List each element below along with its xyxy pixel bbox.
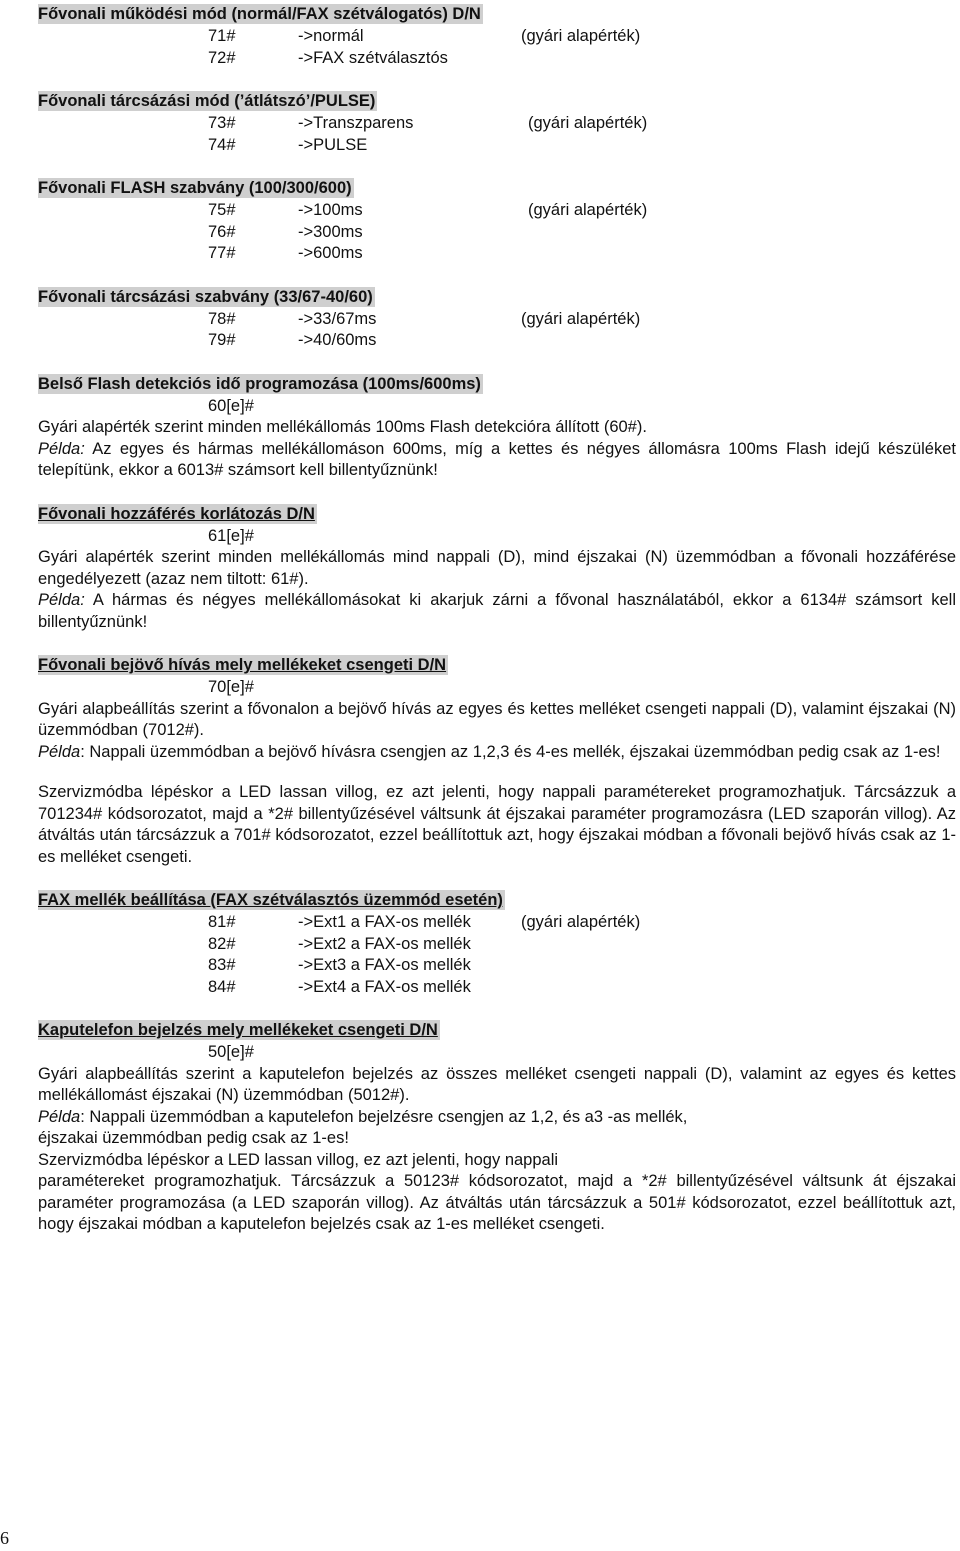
section-dial-mode (38, 91, 956, 156)
option-row (38, 912, 956, 934)
default-text: Gyári alapbeállítás szerint a kaputelefon bejelzés az összes melléket csengeti nappali (D), valamint az egyes és kettes mellékállomást éjszakai (N) üzemmódban (5012#). (38, 1064, 956, 1104)
example-paragraph (38, 1107, 956, 1129)
section-flash (38, 178, 956, 265)
section-access-restriction (38, 504, 956, 634)
option-desc: ->Ext2 a FAX-os mellék (298, 934, 471, 953)
example-text: : Nappali üzemmódban a bejövő hívásra csengjen az 1,2,3 és 4-es mellék, éjszakai üzemmódban pedig csak az 1-es! (80, 742, 941, 761)
section-dial-standard (38, 287, 956, 352)
section-heading: Fővonali hozzáférés korlátozás D/N (38, 504, 315, 523)
program-code: 50[e]# (208, 1043, 254, 1061)
option-note: (gyári alapérték) (521, 309, 641, 328)
option-code: 81# (208, 913, 236, 931)
section-heading: Kaputelefon bejelzés mely mellékeket csengeti D/N (38, 1021, 438, 1039)
section-internal-flash (38, 374, 956, 482)
document-page (38, 4, 956, 1258)
option-code: 78# (208, 309, 236, 328)
section-mode (38, 4, 956, 69)
default-text: Gyári alapbeállítás szerint a fővonalon a bejövő hívás az egyes és kettes melléket csengeti nappali (D), valamint éjszakai (N) üzemmódban (7012#). (38, 699, 956, 739)
section-heading: Belső Flash detekciós idő programozása (100ms/600ms) (38, 374, 481, 393)
page-number: 6 (0, 1528, 9, 1548)
service-text-line: Szervizmódba lépéskor a LED lassan villog, ez azt jelenti, hogy nappali (38, 1150, 559, 1169)
option-code: 71# (208, 27, 236, 45)
option-code: 75# (208, 201, 236, 219)
option-row (38, 977, 956, 999)
option-row (38, 135, 956, 157)
option-note: (gyári alapérték) (521, 913, 641, 931)
example-label: Példa (38, 742, 81, 761)
program-code: 70[e]# (208, 678, 254, 696)
option-desc: ->300ms (298, 222, 363, 241)
option-code: 72# (208, 48, 236, 67)
section-heading: Fővonali működési mód (normál/FAX szétválogatós) D/N (38, 5, 481, 23)
example-paragraph (38, 742, 956, 764)
example-text: Az egyes és hármas mellékállomáson 600ms, míg a kettes és négyes állomásra 100ms Flash idejű készüléket telepítünk, ekkor a 6013# számsort kell billentyűznünk! (38, 439, 956, 479)
section-fax-extension (38, 890, 956, 998)
default-text: Gyári alapérték szerint minden mellékállomás 100ms Flash detekcióra állított (60#). (38, 418, 647, 436)
option-desc: ->600ms (298, 244, 363, 262)
option-code: 77# (208, 244, 236, 262)
example-text: A hármas és négyes mellékállomásokat ki akarjuk zárni a fővonal használatából, ekkor a 6134# számsort kell billentyűznünk! (38, 591, 956, 631)
option-row (38, 48, 956, 70)
example-text: : Nappali üzemmódban a kaputelefon bejelzésre csengjen az 1,2, és a3 -as mellék, (80, 1107, 688, 1126)
option-row (38, 243, 956, 265)
option-desc: ->Transzparens (298, 114, 414, 132)
option-row (38, 222, 956, 244)
section-doorphone (38, 1020, 956, 1236)
option-note: (gyári alapérték) (528, 201, 648, 219)
option-row (38, 955, 956, 977)
example-paragraph (38, 590, 956, 633)
option-desc: ->33/67ms (298, 309, 377, 328)
example-label: Példa (38, 1107, 81, 1126)
option-code: 84# (208, 977, 236, 996)
option-desc: ->40/60ms (298, 331, 377, 349)
example-paragraph (38, 439, 956, 482)
option-code: 82# (208, 934, 236, 953)
option-desc: ->Ext3 a FAX-os mellék (298, 956, 471, 974)
option-note: (gyári alapérték) (521, 27, 641, 45)
example-label: Példa: (38, 439, 85, 458)
option-code: 74# (208, 135, 236, 154)
section-heading: Fővonali bejövő hívás mely mellékeket csengeti D/N (38, 656, 447, 674)
option-desc: ->PULSE (298, 135, 368, 154)
example-text-continued: éjszakai üzemmódban pedig csak az 1-es! (38, 1129, 349, 1147)
option-desc: ->normál (298, 27, 364, 45)
section-heading: Fővonali tárcsázási szabvány (33/67-40/60) (38, 287, 373, 306)
option-row (38, 309, 956, 331)
option-desc: ->Ext1 a FAX-os mellék (298, 913, 471, 931)
program-code: 61[e]# (208, 526, 254, 545)
default-text: Gyári alapérték szerint minden mellékállomás mind nappali (D), mind éjszakai (N) üzemmódban a fővonali hozzáférése engedélyezett (azaz nem tiltott: 61#). (38, 548, 956, 588)
service-text: paramétereket programozhatjuk. Tárcsázzuk a 50123# kódsorozatot, majd a *2# billentyűzésével váltsunk át éjszakai paraméter programozása (a LED szaporán villog). Az átváltás után tárcsázzuk a 501# kódsorozatot, ezzel beállítottuk azt, hogy éjszakai módban a kaputelefon bejelzés csak az 1-es melléket csengeti. (38, 1172, 956, 1233)
section-heading: Fővonali tárcsázási mód (’átlátszó’/PULSE) (38, 92, 376, 110)
option-code: 73# (208, 114, 236, 132)
service-text: Szervizmódba lépéskor a LED lassan villog, ez azt jelenti, hogy nappali paramétereket programozhatjuk. Tárcsázzuk a 701234# kódsorozatot, majd a *2# billentyűzésével váltsunk át éjszakai paraméter programozásra (LED szaporán villog). Az átváltás után tárcsázzuk a 701# kódsorozatot, ezzel beállítottuk azt, hogy éjszakai módban a fővonali bejövő hívás csak az 1-es melléket csengeti. (38, 783, 956, 866)
option-row (38, 330, 956, 352)
option-row (38, 934, 956, 956)
option-desc: ->FAX szétválasztós (298, 48, 448, 67)
option-code: 76# (208, 222, 236, 241)
section-heading: FAX mellék beállítása (FAX szétválasztós üzemmód esetén) (38, 891, 503, 909)
option-code: 79# (208, 331, 236, 349)
option-desc: ->Ext4 a FAX-os mellék (298, 977, 471, 996)
program-code: 60[e]# (208, 396, 254, 415)
option-desc: ->100ms (298, 201, 363, 219)
section-incoming-ring (38, 655, 956, 868)
option-row (38, 26, 956, 48)
option-code: 83# (208, 956, 236, 974)
example-label: Példa: (38, 591, 85, 609)
option-row (38, 200, 956, 222)
option-note: (gyári alapérték) (528, 114, 648, 132)
option-row (38, 113, 956, 135)
section-heading: Fővonali FLASH szabvány (100/300/600) (38, 179, 352, 197)
